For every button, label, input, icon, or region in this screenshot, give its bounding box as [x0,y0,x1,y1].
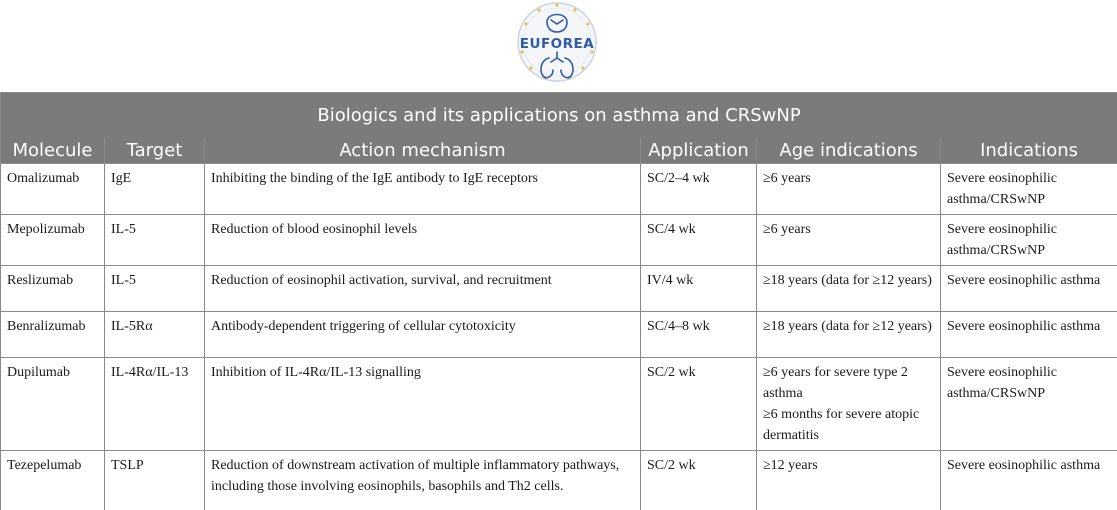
logo-wordmark: EUFOREA [519,36,595,52]
table-row [1,451,1117,510]
cell-target: TSLP [105,451,205,510]
cell-application: SC/2 wk [641,358,757,451]
cell-mechanism: Reduction of blood eosinophil levels [205,215,641,266]
cell-indications: Severe eosinophilic asthma [941,451,1117,510]
table-row [1,215,1117,266]
header-application: Application [641,137,757,164]
cell-target: IL-4Rα/IL-13 [105,358,205,451]
age-line: ≥6 years [763,222,811,237]
cell-application: SC/2 wk [641,451,757,510]
cell-target: IL-5 [105,215,205,266]
header-target: Target [105,137,205,164]
cell-molecule: Tezepelumab [1,451,105,510]
header-action-mechanism: Action mechanism [205,137,641,164]
cell-age [757,215,941,266]
cell-indications: Severe eosinophilic asthma [941,312,1117,358]
header-molecule: Molecule [1,137,105,164]
cell-age [757,164,941,215]
cell-mechanism: Reduction of downstream activation of multiple inflammatory pathways, including those involving eosinophils, basophils and Th2 cells. [205,451,641,510]
age-line: ≥12 years [763,458,818,473]
cell-target: IL-5Rα [105,312,205,358]
cell-mechanism: Inhibition of IL-4Rα/IL-13 signalling [205,358,641,451]
table-row [1,266,1117,312]
cell-indications: Severe eosinophilic asthma [941,266,1117,312]
biologics-table [0,92,1117,510]
cell-indications: Severe eosinophilic asthma/CRSwNP [941,164,1117,215]
cell-indications: Severe eosinophilic asthma/CRSwNP [941,215,1117,266]
cell-mechanism: Inhibiting the binding of the IgE antibody to IgE receptors [205,164,641,215]
age-line: ≥18 years (data for ≥12 years) [763,273,932,288]
cell-molecule: Mepolizumab [1,215,105,266]
cell-mechanism: Reduction of eosinophil activation, survival, and recruitment [205,266,641,312]
age-line: ≥18 years (data for ≥12 years) [763,319,932,334]
cell-age [757,451,941,510]
cell-age [757,358,941,451]
table-row [1,358,1117,451]
age-line: ≥6 months for severe atopic dermatitis [763,407,920,443]
cell-mechanism: Antibody-dependent triggering of cellular cytotoxicity [205,312,641,358]
cell-application: SC/4–8 wk [641,312,757,358]
header-indications: Indications [941,137,1117,164]
cell-application: SC/2–4 wk [641,164,757,215]
biologics-table-container [0,92,1117,510]
cell-age [757,312,941,358]
cell-application: SC/4 wk [641,215,757,266]
cell-age [757,266,941,312]
cell-indications: Severe eosinophilic asthma/CRSwNP [941,358,1117,451]
age-line: ≥6 years [763,171,811,186]
table-row [1,164,1117,215]
cell-molecule: Benralizumab [1,312,105,358]
table-row [1,312,1117,358]
cell-molecule: Omalizumab [1,164,105,215]
cell-target: IgE [105,164,205,215]
table-caption: Biologics and its applications on asthma and CRSwNP [1,93,1117,138]
table-header-row [1,137,1117,164]
euforea-logo [507,0,607,86]
cell-target: IL-5 [105,266,205,312]
cell-molecule: Dupilumab [1,358,105,451]
header-age-indications: Age indications [757,137,941,164]
cell-molecule: Reslizumab [1,266,105,312]
age-line: ≥6 years for severe type 2 asthma [763,365,908,401]
cell-application: IV/4 wk [641,266,757,312]
